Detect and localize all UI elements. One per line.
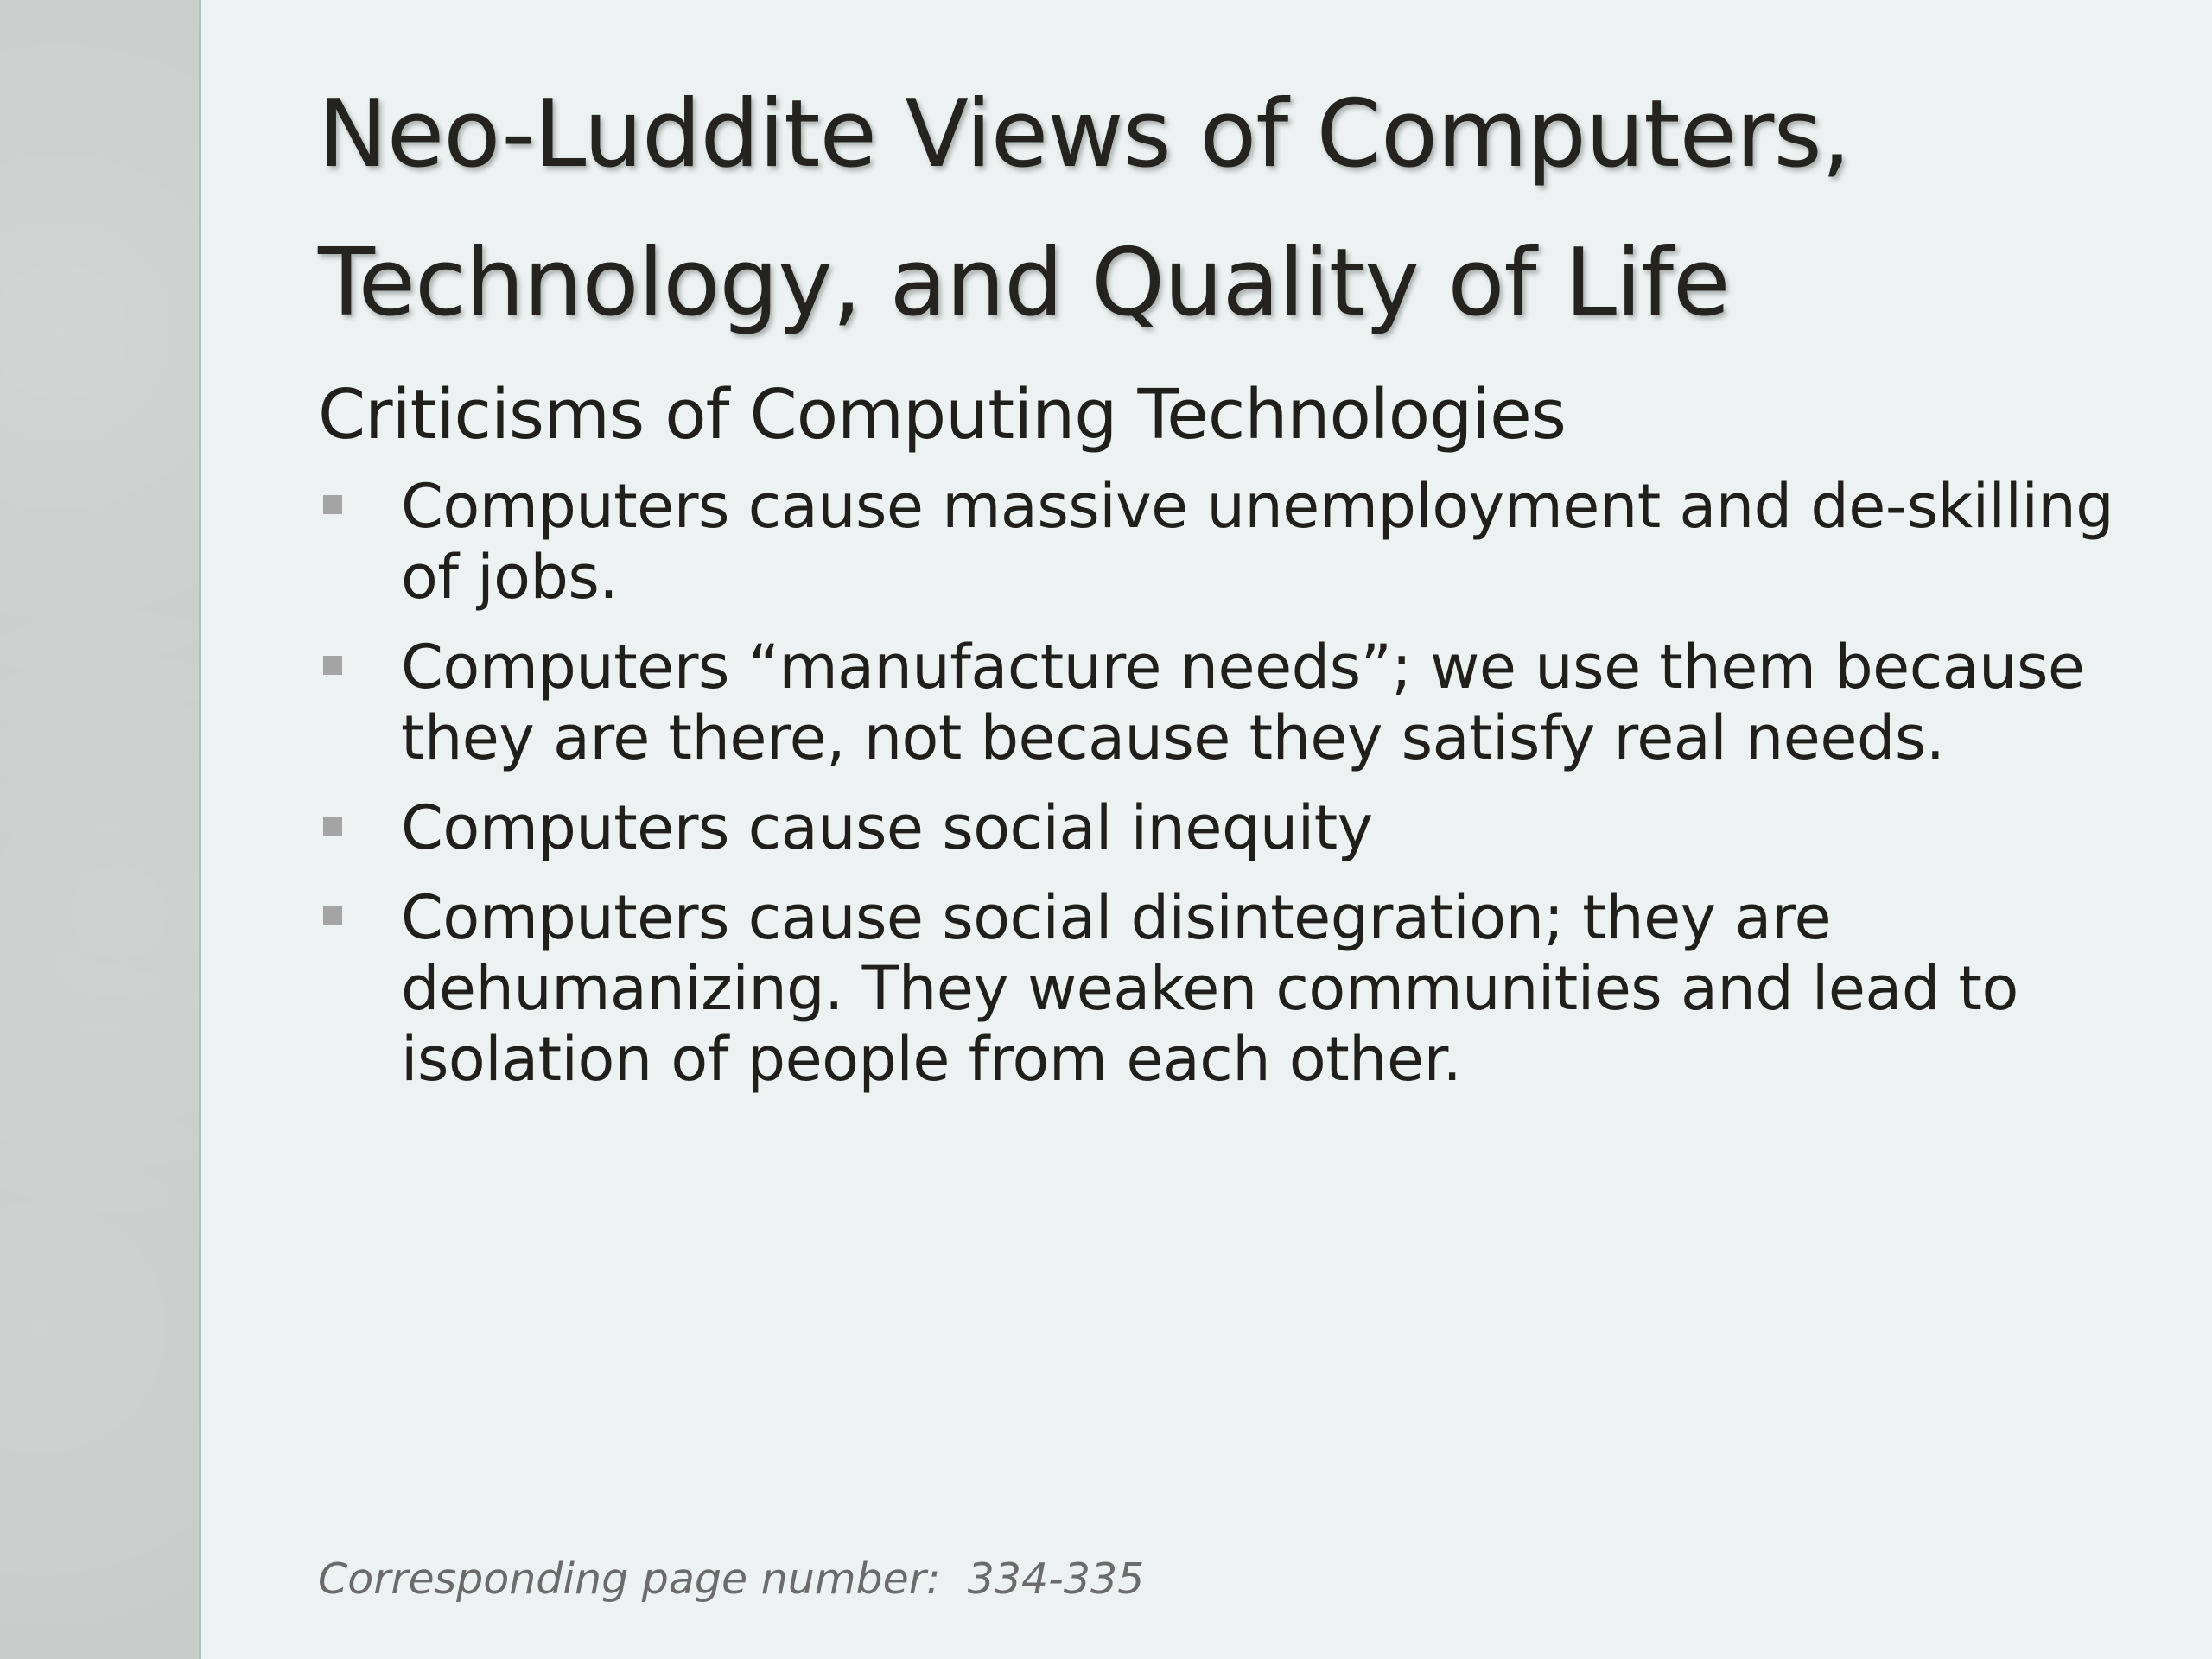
bullet-item (318, 632, 2115, 773)
slide-subheading: Criticisms of Computing Technologies (318, 375, 1566, 454)
bullet-text: Computers “manufacture needs”; we use them because they are there, not because they satisfy real needs. (401, 632, 2085, 773)
page-reference-note: Corresponding page number: 334-335 (318, 1554, 1145, 1604)
side-panel-decoration (0, 0, 201, 1659)
bullet-item (318, 792, 2115, 863)
bullet-item (318, 882, 2115, 1095)
square-bullet-icon (323, 656, 342, 675)
square-bullet-icon (323, 906, 342, 925)
bullet-text: Computers cause social disintegration; they are dehumanizing. They weaken communities and lead to isolation of people from each other. (401, 882, 2018, 1095)
bullet-text: Computers cause social inequity (401, 792, 1373, 863)
slide-title: Neo-Luddite Views of Computers, Technology, and Quality of Life (318, 80, 1851, 337)
bullet-text: Computers cause massive unemployment and de-skilling of jobs. (401, 471, 2114, 613)
square-bullet-icon (323, 817, 342, 836)
bullet-list (318, 471, 2115, 1114)
square-bullet-icon (323, 495, 342, 514)
bullet-item (318, 471, 2115, 613)
